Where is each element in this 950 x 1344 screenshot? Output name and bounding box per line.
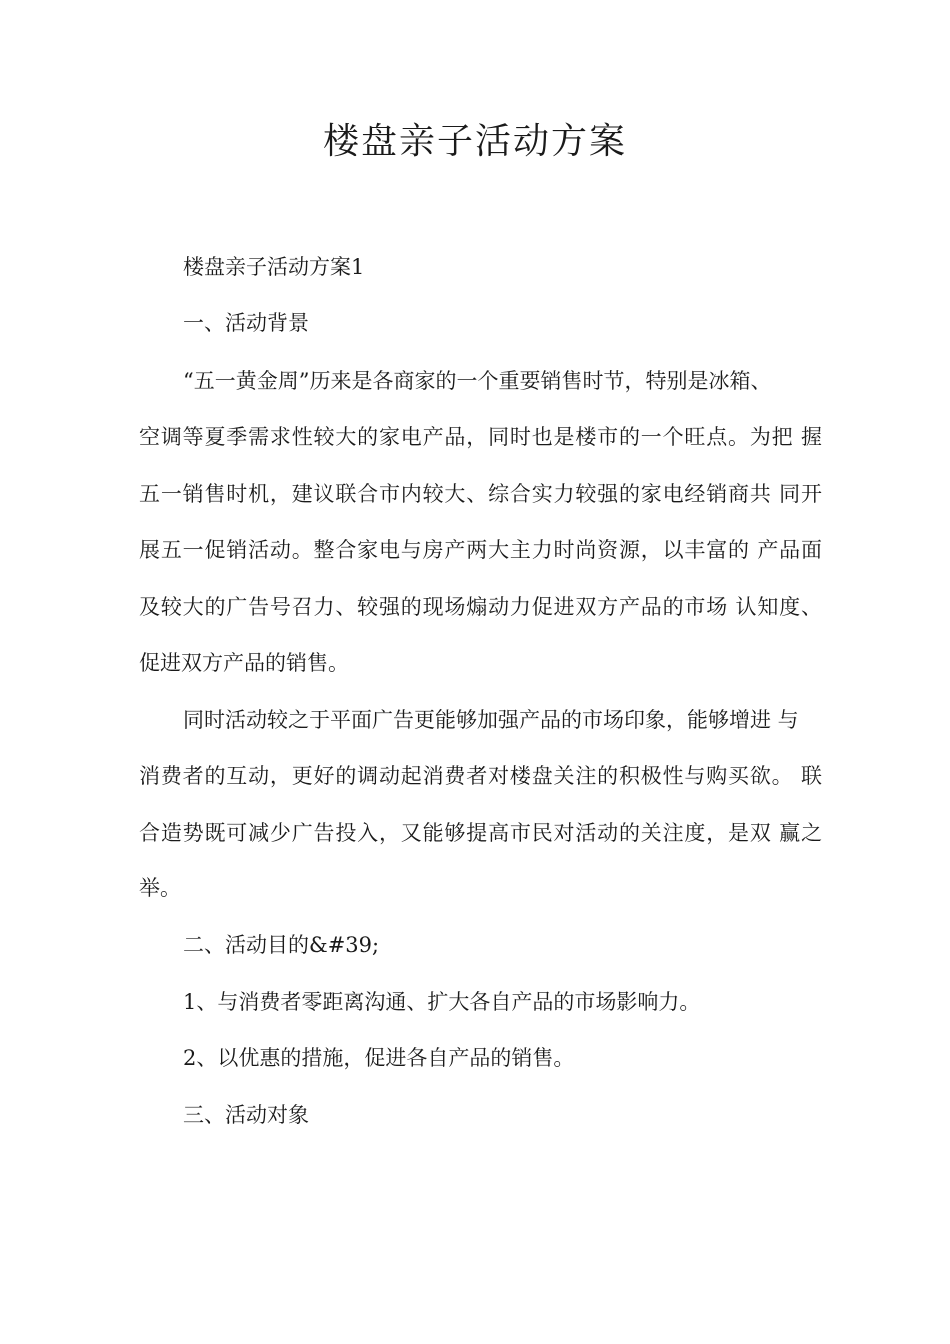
goal-item: 2、以优惠的措施，促进各自产品的销售。 xyxy=(183,1046,575,1070)
paragraph-line: 促进双方产品的销售。 xyxy=(139,651,349,675)
paragraph-line: 及较大的广告号召力、较强的现场煽动力促进双方产品的市场 认知度、 xyxy=(139,595,822,619)
document-subtitle: 楼盘亲子活动方案1 xyxy=(183,255,365,279)
paragraph-line: 同时活动较之于平面广告更能够加强产品的市场印象，能够增进 与 xyxy=(183,708,799,732)
paragraph-line: 消费者的互动，更好的调动起消费者对楼盘关注的积极性与购买欲。 联 xyxy=(139,764,822,788)
section-heading-background: 一、活动背景 xyxy=(183,311,309,335)
paragraph-line: 合造势既可减少广告投入，又能够提高市民对活动的关注度，是双 赢之 xyxy=(139,821,822,845)
document-title: 楼盘亲子活动方案 xyxy=(322,121,627,162)
paragraph-line: “五一黄金周”历来是各商家的一个重要销售时节，特别是冰箱、 xyxy=(183,369,772,393)
goal-item: 1、与消费者零距离沟通、扩大各自产品的市场影响力。 xyxy=(183,990,701,1014)
paragraph-line: 五一销售时机，建议联合市内较大、综合实力较强的家电经销商共 同开 xyxy=(139,482,822,506)
paragraph-line: 展五一促销活动。整合家电与房产两大主力时尚资源，以丰富的 产品面 xyxy=(139,538,822,562)
section-heading-purpose: 二、活动目的&#39; xyxy=(183,933,380,957)
paragraph-line: 举。 xyxy=(139,876,181,900)
section-heading-audience: 三、活动对象 xyxy=(183,1103,309,1127)
paragraph-line: 空调等夏季需求性较大的家电产品，同时也是楼市的一个旺点。为把 握 xyxy=(139,425,822,449)
